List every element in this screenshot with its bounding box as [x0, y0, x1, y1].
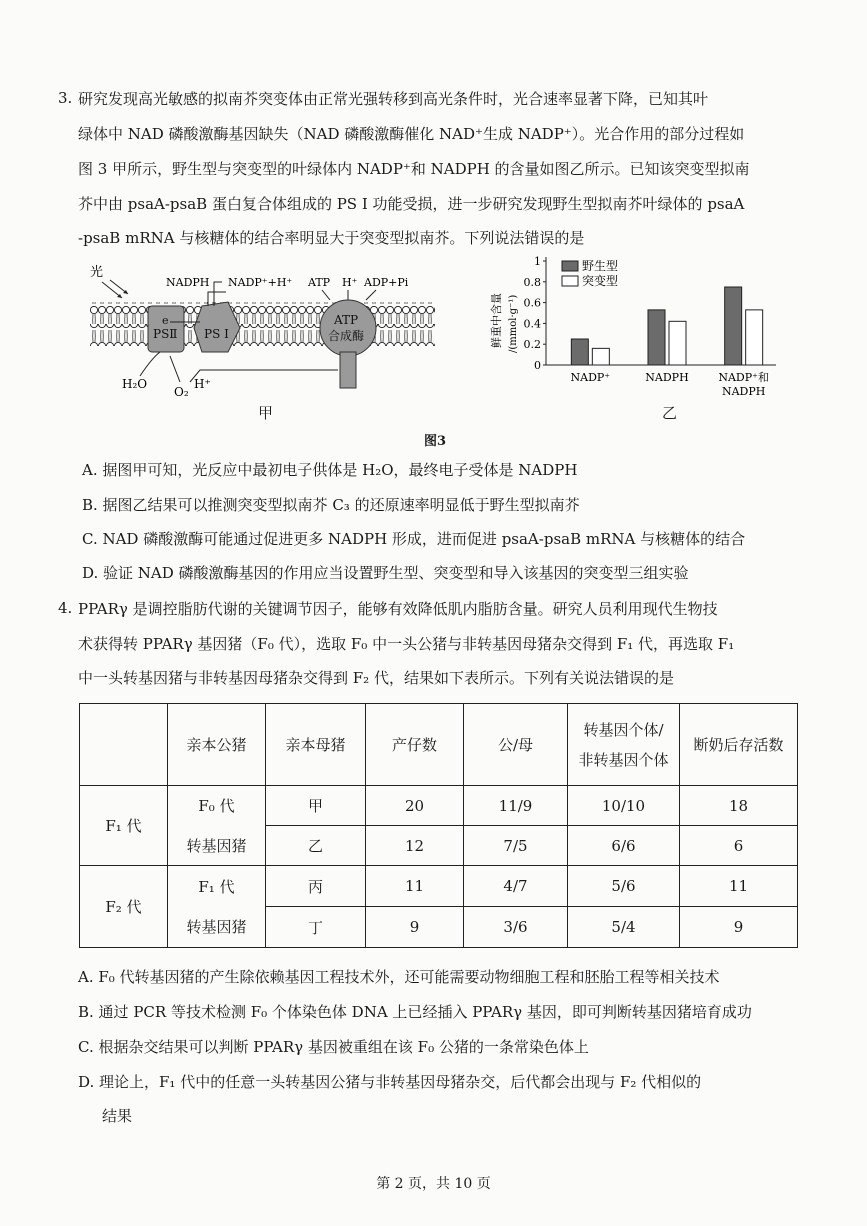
- q3-option-b: B. 据图乙结果可以推测突变型拟南芥 C₃ 的还原速率明显低于野生型拟南芥: [82, 496, 580, 514]
- table-cell: 11: [680, 866, 798, 907]
- table-cell: 6/6: [568, 826, 680, 866]
- q3-line-4: 芥中由 psaA-psaB 蛋白复合体组成的 PS I 功能受损，进一步研究发现野生型拟南芥叶绿体的 psaA: [78, 195, 745, 213]
- q3-line-5: -psaB mRNA 与核糖体的结合率明显大于突变型拟南芥。下列说法错误的是: [78, 229, 585, 247]
- y-tick-label: 0.6: [523, 296, 541, 310]
- bar-mutant: [592, 348, 609, 365]
- y-tick-label: 0.2: [523, 338, 541, 352]
- table-cell-sire: 转基因猪: [168, 826, 266, 866]
- q3-option-a: A. 据图甲可知，光反应中最初电子供体是 H₂O，最终电子受体是 NADPH: [82, 461, 578, 479]
- table-cell-sire: F₀ 代: [168, 786, 266, 826]
- table-cell: 乙: [266, 826, 366, 866]
- table-header-survival: 断奶后存活数: [680, 704, 798, 786]
- table-cell: 9: [366, 907, 464, 948]
- legend-swatch: [562, 276, 578, 286]
- light-label: 光: [90, 265, 104, 280]
- table-cell-sire: F₁ 代: [168, 866, 266, 907]
- table-cell: 甲: [266, 786, 366, 826]
- h-bottom-label: H⁺: [194, 377, 211, 391]
- table-cell: 11: [366, 866, 464, 907]
- atp-synthase-label-1: ATP: [334, 313, 359, 327]
- table-cell: 丙: [266, 866, 366, 907]
- q4-option-d-cont: 结果: [102, 1107, 133, 1125]
- q4-line-1: PPARγ 是调控脂肪代谢的关键调节因子，能够有效降低肌内脂肪含量。研究人员利用现代生物技: [78, 600, 718, 618]
- table-cell: 3/6: [464, 907, 568, 948]
- legend-label: 野生型: [582, 259, 619, 273]
- table-header-transgenic-2: 非转基因个体: [578, 750, 669, 769]
- category-label: NADPH: [645, 371, 689, 384]
- bar-wild: [571, 339, 588, 365]
- table-cell: 4/7: [464, 866, 568, 907]
- question-4-number: 4.: [58, 599, 73, 617]
- table-cell: 12: [366, 826, 464, 866]
- table-cell: 18: [680, 786, 798, 826]
- y-tick-label: 0: [534, 359, 541, 372]
- atp-synthase-label-2: 合成酶: [328, 329, 365, 343]
- table-cell: 5/4: [568, 907, 680, 948]
- table-header-dam: 亲本母猪: [266, 704, 366, 786]
- h-plus-label: H⁺: [342, 276, 358, 289]
- hybridization-results-table: [79, 703, 798, 948]
- bar-wild: [648, 310, 665, 365]
- table-cell: 5/6: [568, 866, 680, 907]
- o2-label: O₂: [174, 385, 189, 399]
- table-header-empty: [80, 704, 168, 786]
- electron-label: e: [162, 314, 169, 327]
- nadph-label: NADPH: [166, 276, 210, 289]
- y-tick-label: 0.8: [523, 275, 541, 289]
- question-3-number: 3.: [58, 89, 73, 107]
- h2o-label: H₂O: [122, 377, 148, 391]
- adp-pi-label: ADP+Pi: [364, 276, 409, 289]
- table-cell: 丁: [266, 907, 366, 948]
- category-label: NADP⁺: [570, 371, 611, 384]
- legend-swatch: [562, 261, 578, 271]
- chart-caption-yi: 乙: [662, 404, 678, 422]
- atp-synthase: [320, 300, 376, 356]
- nadp-content-chart: [488, 253, 788, 408]
- ps1-label: PS I: [204, 327, 229, 341]
- table-header-transgenic-1: 转基因个体/: [583, 720, 664, 739]
- q3-line-1: 研究发现高光敏感的拟南芥突变体由正常光强转移到高光条件时，光合速率显著下降，已知其叶: [78, 90, 709, 108]
- y-tick-label: 1: [534, 255, 541, 268]
- table-header-litter: 产仔数: [366, 704, 464, 786]
- bar-wild: [725, 287, 742, 365]
- q3-option-c: C. NAD 磷酸激酶可能通过促进更多 NADPH 形成，进而促进 psaA-psaB mRNA 与核糖体的结合: [82, 530, 746, 548]
- category-label: NADPH: [721, 385, 766, 398]
- diagram-caption-jia: 甲: [258, 404, 274, 422]
- legend-label: 突变型: [582, 274, 619, 288]
- nadp-h-label: NADP⁺+H⁺: [228, 276, 293, 289]
- bar-mutant: [669, 321, 686, 365]
- table-header-sex-ratio: 公/母: [464, 704, 568, 786]
- q4-line-2: 术获得转 PPARγ 基因猪（F₀ 代），选取 F₀ 中一头公猪与非转基因母猪杂交得到 F₁ 代，再选取 F₁: [78, 635, 735, 653]
- q4-line-3: 中一头转基因猪与非转基因母猪杂交得到 F₂ 代，结果如下表所示。下列有关说法错误的是: [78, 669, 674, 687]
- membrane-top-layer: [90, 302, 435, 324]
- table-cell: 9: [680, 907, 798, 948]
- table-row-gen-f2: F₂ 代: [80, 866, 168, 948]
- q3-line-2: 绿体中 NAD 磷酸激酶基因缺失（NAD 磷酸激酶催化 NAD⁺生成 NADP⁺）。光合作用的部分过程如: [78, 125, 745, 143]
- table-header-transgenic: [568, 704, 680, 786]
- y-axis-unit: /(mmol·g⁻¹): [508, 294, 519, 353]
- table-cell: 7/5: [464, 826, 568, 866]
- q4-option-a: A. F₀ 代转基因猪的产生除依赖基因工程技术外，还可能需要动物细胞工程和胚胎工程等相关技术: [78, 968, 720, 986]
- figure-caption: 图3: [424, 434, 447, 449]
- q4-option-d: D. 理论上，F₁ 代中的任意一头转基因公猪与非转基因母猪杂交，后代都会出现与 F₂ 代相似的: [78, 1073, 702, 1091]
- table-cell: 20: [366, 786, 464, 826]
- table-cell: 6: [680, 826, 798, 866]
- q4-option-c: C. 根据杂交结果可以判断 PPARγ 基因被重组在该 F₀ 公猪的一条常染色体上: [78, 1038, 589, 1056]
- q3-option-d: D. 验证 NAD 磷酸激酶基因的作用应当设置野生型、突变型和导入该基因的突变型三组实验: [82, 564, 689, 582]
- membrane-bottom-layer: [90, 324, 435, 346]
- atp-label: ATP: [308, 276, 331, 289]
- table-row-gen-f1: F₁ 代: [80, 786, 168, 866]
- q4-option-b: B. 通过 PCR 等技术检测 F₀ 个体染色体 DNA 上已经插入 PPARγ 基因，即可判断转基因猪培育成功: [78, 1003, 752, 1021]
- q3-line-3: 图 3 甲所示，野生型与突变型的叶绿体内 NADP⁺和 NADPH 的含量如图乙所示。已知该突变型拟南: [78, 160, 750, 178]
- bar-mutant: [746, 310, 763, 365]
- y-axis-label: 鲜重中含量: [490, 293, 503, 348]
- y-tick-label: 0.4: [523, 317, 541, 331]
- thylakoid-membrane-diagram: [90, 262, 435, 402]
- page-footer: 第 2 页，共 10 页: [376, 1176, 491, 1192]
- light-arrow-icon: [102, 280, 128, 298]
- table-cell: 10/10: [568, 786, 680, 826]
- table-header-sire: 亲本公猪: [168, 704, 266, 786]
- ps2-label: PSⅡ: [153, 327, 178, 341]
- category-label: NADP⁺和: [718, 371, 769, 384]
- table-cell: 11/9: [464, 786, 568, 826]
- table-cell-sire: 转基因猪: [168, 907, 266, 948]
